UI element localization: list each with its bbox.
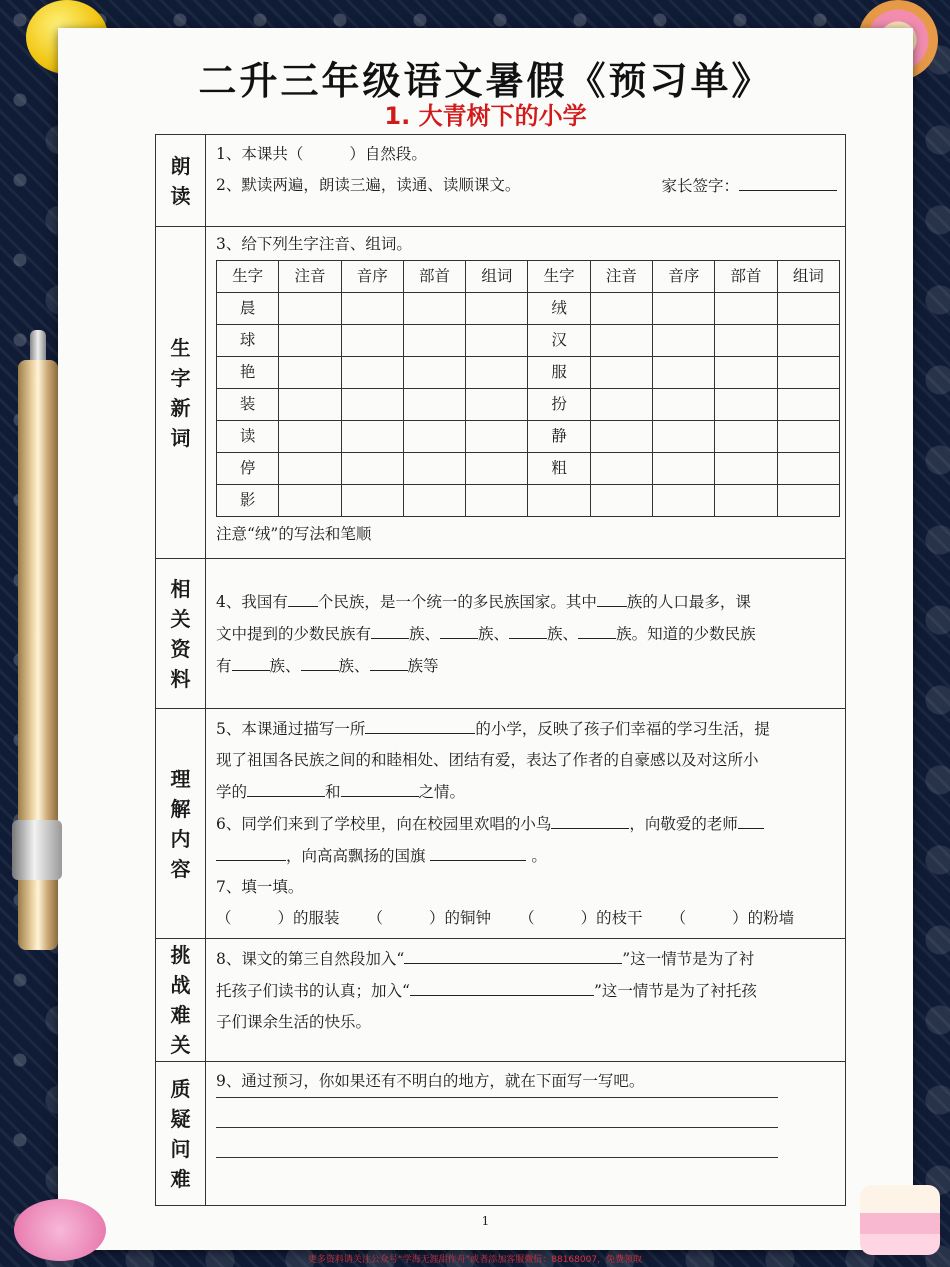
question-7: 7、填一填。 （ ）的服装 （ ）的铜钟 （ ）的枝干 （ ）的粉墙 (216, 872, 837, 934)
character-row (217, 357, 840, 389)
section-label-reading: 朗 读 (156, 135, 206, 227)
character-row (217, 389, 840, 421)
section-related (156, 559, 846, 709)
blank-school-description[interactable] (365, 713, 475, 734)
character-row (217, 485, 840, 517)
character-table (216, 260, 840, 517)
section-new-words (156, 227, 846, 559)
answer-cell[interactable] (715, 325, 777, 357)
answer-cell[interactable] (777, 485, 839, 517)
answer-cell[interactable] (715, 389, 777, 421)
answer-cell[interactable] (653, 357, 715, 389)
answer-cell[interactable] (466, 357, 528, 389)
answer-cell[interactable] (279, 389, 341, 421)
answer-cell[interactable] (403, 421, 465, 453)
answer-cell[interactable] (590, 485, 652, 517)
answer-cell[interactable] (279, 357, 341, 389)
character-cell: 汉 (528, 325, 590, 357)
char-header-cell: 注音 (590, 261, 652, 293)
pen-tip (30, 330, 46, 364)
answer-cell[interactable] (403, 453, 465, 485)
blank-known-3[interactable] (370, 650, 408, 671)
answer-cell[interactable] (466, 453, 528, 485)
character-cell: 装 (217, 389, 279, 421)
character-cell: 服 (528, 357, 590, 389)
blank-known-1[interactable] (232, 650, 270, 671)
answer-cell[interactable] (466, 485, 528, 517)
character-row (217, 453, 840, 485)
section-label-understand: 理 解 内 容 (156, 709, 206, 939)
character-cell: 粗 (528, 453, 590, 485)
character-cell: 扮 (528, 389, 590, 421)
char-header-cell: 部首 (403, 261, 465, 293)
char-header-cell: 生字 (217, 261, 279, 293)
answer-cell[interactable] (466, 389, 528, 421)
answer-cell[interactable] (341, 421, 403, 453)
answer-cell[interactable] (279, 421, 341, 453)
character-cell: 静 (528, 421, 590, 453)
answer-cell[interactable] (653, 293, 715, 325)
char-header-cell: 生字 (528, 261, 590, 293)
answer-cell[interactable] (341, 293, 403, 325)
section-label-questions: 质 疑 问 难 (156, 1062, 206, 1206)
answer-cell[interactable] (715, 485, 777, 517)
answer-cell[interactable] (715, 357, 777, 389)
answer-cell[interactable] (590, 453, 652, 485)
page-number: 1 (481, 1214, 490, 1228)
char-header-cell: 组词 (777, 261, 839, 293)
answer-cell[interactable] (403, 389, 465, 421)
note-rong: 注意“绒”的写法和笔顺 (216, 525, 372, 543)
answer-cell[interactable] (279, 453, 341, 485)
writing-line-2[interactable] (216, 1098, 778, 1128)
answer-cell[interactable] (715, 453, 777, 485)
blank-minority-1[interactable] (371, 618, 409, 639)
blank-ethnic-count[interactable] (288, 586, 318, 607)
question-2: 2、默读两遍，朗读三遍，读通、读顺课文。 家长签字： (216, 170, 837, 201)
blank-largest-group[interactable] (597, 586, 627, 607)
decorative-cake (860, 1185, 940, 1255)
character-cell: 绒 (528, 293, 590, 325)
answer-cell[interactable] (466, 293, 528, 325)
answer-cell[interactable] (777, 421, 839, 453)
answer-cell[interactable] (590, 421, 652, 453)
answer-cell[interactable] (653, 421, 715, 453)
answer-cell[interactable] (715, 293, 777, 325)
section-label-new-words: 生 字 新 词 (156, 227, 206, 559)
answer-cell[interactable] (653, 389, 715, 421)
worksheet-paper (58, 28, 913, 1250)
answer-cell[interactable] (777, 293, 839, 325)
answer-cell[interactable] (590, 325, 652, 357)
char-header-cell: 音序 (341, 261, 403, 293)
question-3: 3、给下列生字注音、组词。 (216, 235, 412, 253)
character-cell (528, 485, 590, 517)
answer-cell[interactable] (715, 421, 777, 453)
blank-plot-2[interactable] (410, 975, 594, 996)
answer-cell[interactable] (403, 293, 465, 325)
worksheet-table (155, 134, 846, 1206)
char-header-cell: 注音 (279, 261, 341, 293)
section-understand (156, 709, 846, 939)
answer-cell[interactable] (653, 485, 715, 517)
character-cell: 晨 (217, 293, 279, 325)
section-questions (156, 1062, 846, 1206)
answer-cell[interactable] (777, 453, 839, 485)
answer-cell[interactable] (466, 325, 528, 357)
blank-plot-1[interactable] (404, 943, 622, 964)
char-header-cell: 部首 (715, 261, 777, 293)
character-cell: 停 (217, 453, 279, 485)
answer-cell[interactable] (590, 357, 652, 389)
character-row (217, 421, 840, 453)
answer-cell[interactable] (341, 325, 403, 357)
character-row (217, 325, 840, 357)
answer-cell[interactable] (403, 325, 465, 357)
promo-footer: 更多资料请关注公众号“学海无涯甜作舟”或者添加客服微信：88168007，免费领取 (307, 1255, 643, 1265)
answer-cell[interactable] (341, 357, 403, 389)
blank-teacher-start[interactable] (738, 808, 764, 829)
character-table-header (217, 261, 840, 293)
pencil-clip (12, 820, 62, 880)
blank-feeling-1[interactable] (247, 776, 325, 797)
answer-cell[interactable] (403, 485, 465, 517)
section-label-challenge: 挑 战 难 关 (156, 939, 206, 1062)
question-4: 4、我国有 个民族，是一个统一的多民族国家。其中 族的人口最多，课 文中提到的少数民族有 族、 族、 族、 族。知道的少数民族 有 族、 族、 族等 (216, 586, 837, 682)
answer-cell[interactable] (777, 357, 839, 389)
lesson-subtitle: 1. 大青树下的小学 (384, 102, 587, 130)
character-cell: 读 (217, 421, 279, 453)
blank-minority-2[interactable] (440, 618, 478, 639)
character-cell: 艳 (217, 357, 279, 389)
question-6: 6、同学们来到了学校里，向在校园里欢唱的小鸟 ，向敬爱的老师 ，向高高飘扬的国旗 。 (216, 808, 837, 872)
answer-cell[interactable] (341, 485, 403, 517)
answer-cell[interactable] (653, 325, 715, 357)
character-cell: 影 (217, 485, 279, 517)
q7-items: （ ）的服装 （ ）的铜钟 （ ）的枝干 （ ）的粉墙 (216, 909, 795, 927)
answer-cell[interactable] (403, 357, 465, 389)
answer-cell[interactable] (590, 389, 652, 421)
parent-signature: 家长签字： (661, 170, 837, 202)
answer-cell[interactable] (590, 293, 652, 325)
answer-cell[interactable] (777, 389, 839, 421)
question-5: 5、本课通过描写一所 的小学，反映了孩子们幸福的学习生活，提 现了祖国各民族之间的和睦相处、团结有爱，表达了作者的自豪感以及对这所小 学的 和 之情。 (216, 713, 837, 808)
char-header-cell: 组词 (466, 261, 528, 293)
answer-cell[interactable] (341, 453, 403, 485)
answer-cell[interactable] (279, 293, 341, 325)
section-label-related: 相 关 资 料 (156, 559, 206, 709)
character-cell: 球 (217, 325, 279, 357)
answer-cell[interactable] (466, 421, 528, 453)
blank-feeling-2[interactable] (341, 776, 419, 797)
answer-cell[interactable] (653, 453, 715, 485)
answer-cell[interactable] (341, 389, 403, 421)
blank-flag[interactable] (430, 840, 526, 861)
writing-line-3[interactable] (216, 1128, 778, 1158)
section-reading (156, 135, 846, 227)
blank-minority-3[interactable] (509, 618, 547, 639)
worksheet-title: 二升三年级语文暑假《预习单》 (198, 59, 773, 103)
character-row (217, 293, 840, 325)
question-8: 8、课文的第三自然段加入“ ”这一情节是为了衬 托孩子们读书的认真；加入“ ”这一情节是为了衬托孩 子们课余生活的快乐。 (216, 943, 837, 1038)
blank-known-2[interactable] (301, 650, 339, 671)
char-header-cell: 音序 (653, 261, 715, 293)
section-challenge (156, 939, 846, 1062)
blank-birds[interactable] (551, 808, 629, 829)
answer-cell[interactable] (279, 485, 341, 517)
question-1: 1、本课共（ ）自然段。 (216, 145, 427, 163)
blank-teacher-end[interactable] (216, 840, 286, 861)
answer-cell[interactable] (777, 325, 839, 357)
question-9: 9、通过预习，你如果还有不明白的地方，就在下面写一写吧。 (216, 1072, 645, 1090)
answer-cell[interactable] (279, 325, 341, 357)
parent-signature-blank[interactable] (739, 170, 837, 191)
blank-minority-4[interactable] (578, 618, 616, 639)
